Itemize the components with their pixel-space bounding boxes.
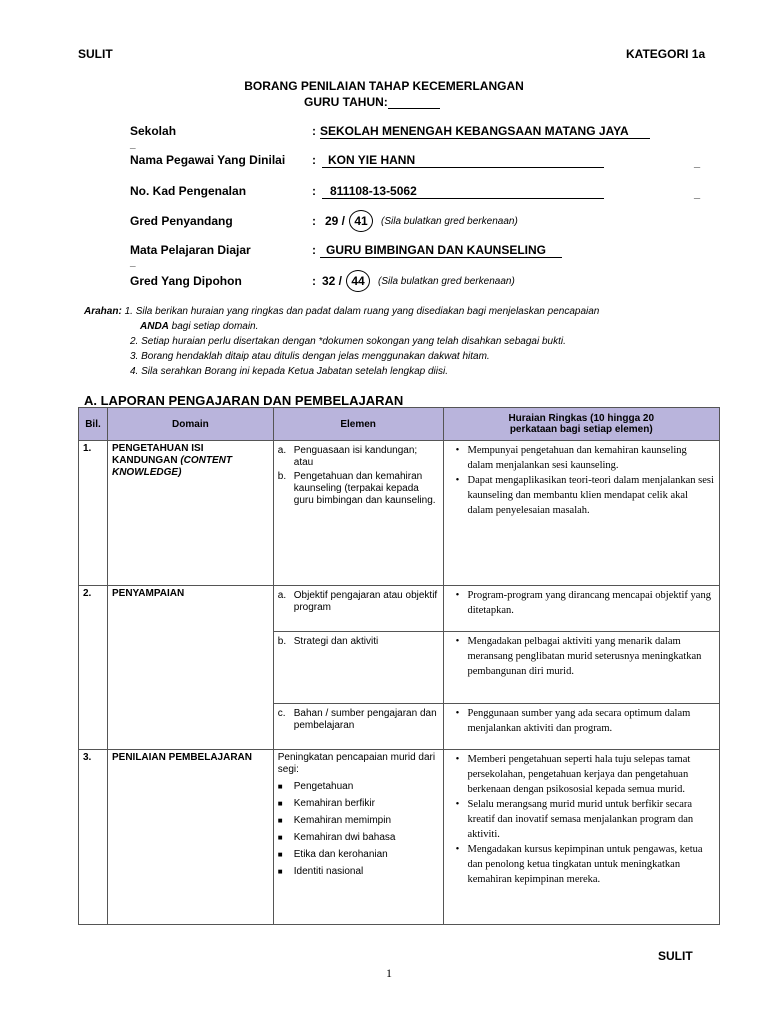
instruction-emphasis: ANDA: [140, 321, 169, 332]
elemen-item: [278, 445, 439, 469]
elemen-item: [278, 708, 439, 732]
elemen-item: [278, 798, 439, 810]
row-elemen: [273, 704, 443, 750]
huraian-item: [448, 842, 715, 887]
row-domain: [107, 441, 273, 586]
stray-dash: _: [694, 157, 701, 169]
elemen-item: [278, 815, 439, 827]
elemen-item: [278, 866, 439, 878]
bullet-icon: •: [455, 636, 460, 647]
page-number: 1: [386, 966, 392, 980]
huraian-item: [448, 752, 715, 797]
huraian-item: [448, 588, 715, 618]
elemen-text: Pengetahuan dan kemahiran kaunseling (terpakai kepada guru bimbingan dan kaunseling.: [293, 471, 436, 506]
square-bullet-icon: ■: [277, 850, 283, 859]
grade-note: (Sila bulatkan gred berkenaan): [381, 215, 518, 227]
grade-current: 29 /: [325, 214, 346, 228]
field-label-sekolah: Sekolah: [130, 124, 177, 138]
elemen-item: [278, 471, 439, 507]
stray-dash: _: [694, 188, 701, 200]
field-value-gred-penyandang: [325, 210, 518, 232]
elemen-text: Kemahiran dwi bahasa: [293, 832, 396, 843]
row-number: 1.: [79, 441, 108, 586]
elemen-item: [278, 636, 439, 648]
domain-italic: (CONTENT KNOWLEDGE): [111, 455, 232, 478]
elemen-intro: Peningkatan pencapaian murid dari segi:: [277, 752, 436, 775]
field-colon: :: [312, 243, 316, 257]
square-bullet-icon: ■: [277, 867, 283, 876]
assessment-table: [78, 407, 720, 925]
row-huraian: [443, 750, 719, 925]
elemen-item: [278, 832, 439, 844]
huraian-text: Memberi pengetahuan seperti hala tuju selepas tamat persekolahan, pengetahuan kerjaya dan pengetahuan berkenaan dengan psikososial kepada semua murid.: [467, 754, 691, 795]
elemen-text: Kemahiran berfikir: [293, 798, 375, 809]
field-label-gred-dipohon: Gred Yang Dipohon: [130, 274, 242, 288]
row-elemen: [273, 750, 443, 925]
form-year-label: GURU TAHUN:: [304, 95, 388, 109]
instruction-item: 2. Setiap huraian perlu disertakan dengan *dokumen sokongan yang telah disahkan sebagai bukti.: [130, 336, 566, 347]
bullet-icon: •: [455, 799, 460, 810]
square-bullet-icon: ■: [277, 816, 283, 825]
row-number: 3.: [79, 750, 108, 925]
bullet-icon: •: [455, 475, 460, 486]
elemen-text: Etika dan kerohanian: [293, 849, 388, 860]
elemen-text: Identiti nasional: [293, 866, 364, 877]
square-bullet-icon: ■: [277, 799, 283, 808]
square-bullet-icon: ■: [277, 782, 283, 791]
table-header-row: [79, 408, 720, 441]
field-label-gred-penyandang: Gred Penyandang: [130, 214, 233, 228]
header-domain: Domain: [107, 408, 273, 441]
elemen-marker: a.: [277, 590, 287, 601]
elemen-text: Strategi dan aktiviti: [293, 636, 379, 647]
row-elemen: [273, 441, 443, 586]
stray-dash: _: [130, 139, 136, 150]
elemen-marker: c.: [277, 708, 286, 719]
field-colon: :: [312, 184, 316, 198]
row-elemen: [273, 586, 443, 632]
table-row: [79, 750, 720, 925]
instruction-item: bagi setiap domain.: [171, 321, 259, 332]
table-row: [79, 441, 720, 586]
field-value-nama: KON YIE HANN: [322, 153, 604, 168]
section-title: A. LAPORAN PENGAJARAN DAN PEMBELAJARAN: [84, 393, 404, 408]
stray-dash: _: [130, 257, 136, 268]
form-year-line: [304, 95, 440, 109]
elemen-text: Kemahiran memimpin: [293, 815, 392, 826]
elemen-text: Penguasaan isi kandungan; atau: [293, 445, 418, 468]
header-bil: Bil.: [79, 408, 108, 441]
elemen-item: [278, 781, 439, 793]
elemen-text: Objektif pengajaran atau objektif program: [293, 590, 438, 613]
bullet-icon: •: [455, 590, 460, 601]
row-number: 2.: [79, 586, 108, 750]
category-label: KATEGORI 1a: [626, 47, 706, 61]
field-colon: :: [312, 274, 316, 288]
row-huraian: [443, 632, 719, 704]
field-label-kad: No. Kad Pengenalan: [130, 184, 247, 198]
bullet-icon: •: [455, 445, 460, 456]
header-huraian: [443, 408, 719, 441]
bullet-icon: •: [455, 754, 460, 765]
grade-note: (Sila bulatkan gred berkenaan): [378, 275, 515, 287]
field-colon: :: [312, 214, 316, 228]
row-domain: PENYAMPAIAN: [107, 586, 273, 750]
row-domain: PENILAIAN PEMBELAJARAN: [107, 750, 273, 925]
field-value-sekolah: SEKOLAH MENENGAH KEBANGSAAN MATANG JAYA: [320, 124, 650, 139]
huraian-item: [448, 443, 715, 473]
field-label-mata-pelajaran: Mata Pelajaran Diajar: [130, 243, 251, 257]
elemen-text: Pengetahuan: [293, 781, 354, 792]
bullet-icon: •: [455, 844, 460, 855]
instruction-item: 1. Sila berikan huraian yang ringkas dan padat dalam ruang yang disediakan bagi menjelaskan pencapaian: [124, 306, 600, 317]
field-colon: :: [312, 153, 316, 167]
huraian-text: Selalu merangsang murid murid untuk berfikir secara kreatif dan inovatif semasa menjalankan program dan aktiviti.: [467, 799, 694, 840]
row-elemen: [273, 632, 443, 704]
instruction-item: 4. Sila serahkan Borang ini kepada Ketua Jabatan setelah lengkap diisi.: [130, 366, 448, 377]
form-title: BORANG PENILAIAN TAHAP KECEMERLANGAN: [244, 79, 524, 93]
year-blank: [388, 96, 440, 109]
field-label-nama: Nama Pegawai Yang Dinilai: [130, 153, 286, 167]
huraian-text: Penggunaan sumber yang ada secara optimum dalam menjalankan aktiviti dan program.: [467, 708, 691, 734]
huraian-item: [448, 473, 715, 518]
header-huraian-line1: Huraian Ringkas (10 hingga 20: [508, 413, 655, 424]
huraian-text: Dapat mengaplikasikan teori-teori dalam menjalankan sesi kaunseling dan membantu klien mendapat celik akal dalam penyelesaian masalah.: [467, 475, 714, 516]
row-huraian: [443, 704, 719, 750]
grade-circled: 44: [346, 270, 370, 292]
square-bullet-icon: ■: [277, 833, 283, 842]
header-huraian-line2: perkataan bagi setiap elemen): [509, 424, 653, 435]
field-value-gred-dipohon: [322, 270, 515, 292]
huraian-item: [448, 797, 715, 842]
huraian-item: [448, 706, 715, 736]
instructions-label: Arahan:: [84, 306, 122, 317]
elemen-item: [278, 849, 439, 861]
elemen-marker: b.: [277, 636, 287, 647]
field-colon: :: [312, 124, 316, 138]
elemen-marker: b.: [277, 471, 287, 482]
huraian-text: Mengadakan pelbagai aktiviti yang menarik dalam meransang penglibatan murid seterusnya meningkatkan pembangunan diri murid.: [467, 636, 702, 677]
header-elemen: Elemen: [273, 408, 443, 441]
grade-current: 32 /: [322, 274, 343, 288]
row-huraian: [443, 441, 719, 586]
instructions: [84, 304, 734, 379]
huraian-text: Mengadakan kursus kepimpinan untuk pengawas, ketua dan penolong ketua tingkatan untuk meningkatkan kemahiran kepimpinan mereka.: [467, 844, 703, 885]
footer-classification: SULIT: [658, 949, 693, 963]
row-huraian: [443, 586, 719, 632]
grade-circled: 41: [349, 210, 373, 232]
field-value-mata-pelajaran: GURU BIMBINGAN DAN KAUNSELING: [320, 243, 562, 258]
instruction-item: 3. Borang hendaklah ditaip atau ditulis dengan jelas menggunakan dakwat hitam.: [130, 351, 490, 362]
field-value-kad: 811108-13-5062: [322, 184, 604, 199]
huraian-text: Program-program yang dirancang mencapai objektif yang ditetapkan.: [467, 590, 711, 616]
classification-label: SULIT: [78, 47, 113, 61]
elemen-marker: a.: [277, 445, 287, 456]
domain-text: PENGETAHUAN ISI KANDUNGAN: [111, 443, 204, 466]
huraian-item: [448, 634, 715, 679]
table-row: [79, 586, 720, 632]
bullet-icon: •: [455, 708, 460, 719]
elemen-text: Bahan / sumber pengajaran dan pembelajaran: [293, 708, 437, 731]
huraian-text: Mempunyai pengetahuan dan kemahiran kaunseling dalam menjalankan sesi kaunseling.: [467, 445, 687, 471]
elemen-item: [278, 590, 439, 614]
